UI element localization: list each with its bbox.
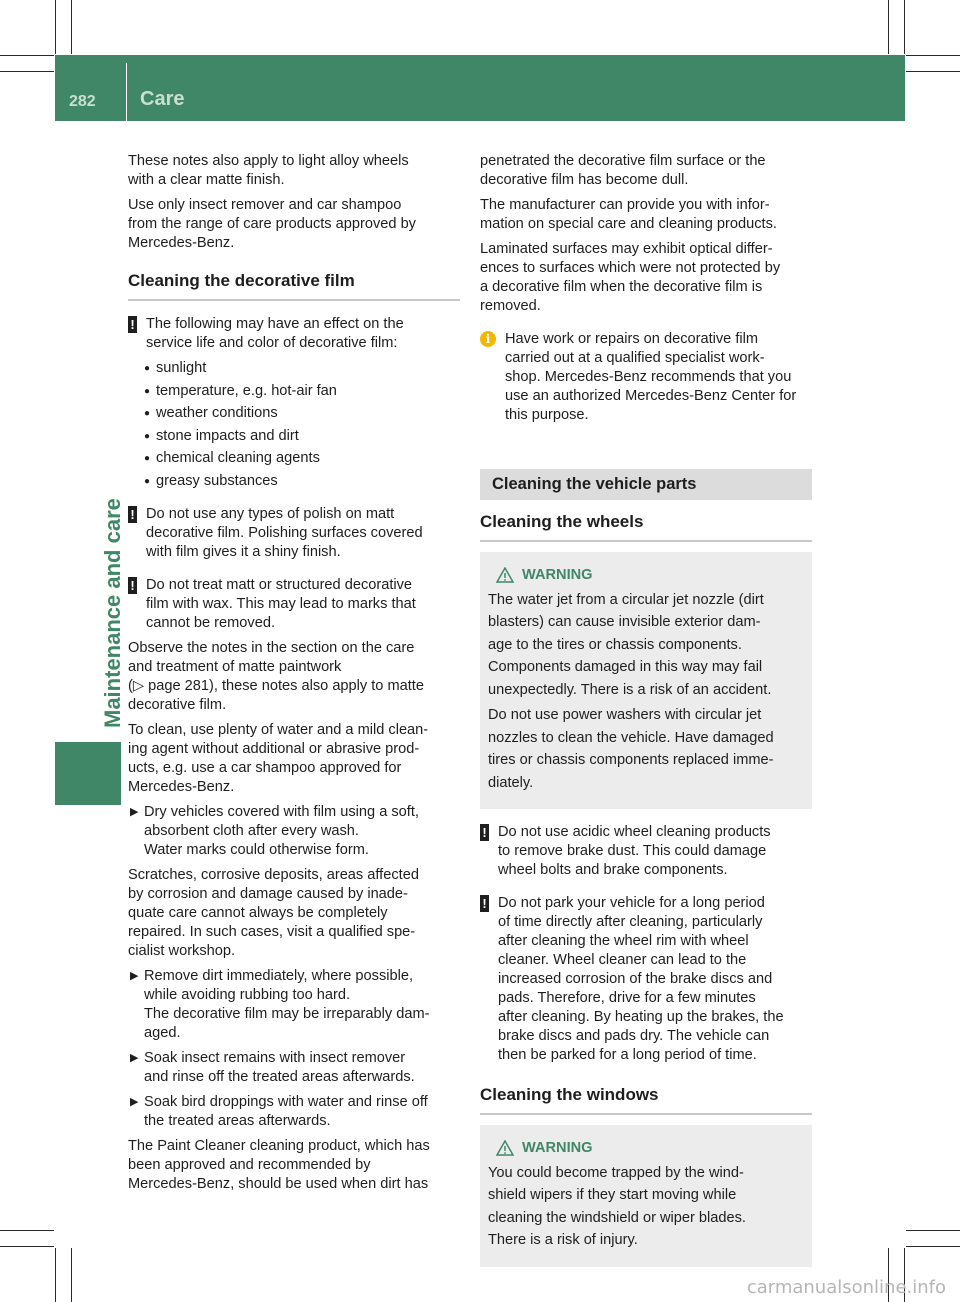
exclamation-icon: ! [480,824,489,841]
note-text: The following may have an effect on the service life and color of decorative film: [146,316,404,351]
warning-triangle-icon [496,567,514,583]
step-text: Soak insect remains with insect remover and rinse off the treated areas afterwards. [144,1049,415,1085]
step-text: Dry vehicles covered with film using a soft, absorbent cloth after every wash. Water marks could otherwise form. [144,803,419,858]
crop-mark [906,55,960,56]
instruction-step [130,1093,460,1131]
warning-header [488,1137,802,1160]
caution-note [480,894,812,1065]
section-heading: Cleaning the windows [480,1085,812,1115]
step-text: Remove dirt immediately, where possible, while avoiding rubbing too hard. The decorative film may be irreparably dam- aged. [144,967,430,1041]
step-arrow-icon: ▶ [130,1051,139,1064]
warning-triangle-icon [496,1140,514,1156]
list-item-text: sunlight [156,360,207,376]
paragraph: Observe the notes in the section on the care and treatment of matte paintwork (▷ page 281), these notes also apply to matte decorative film. [128,639,424,713]
crop-mark [906,1246,960,1247]
section-band-title: Cleaning the vehicle parts [480,469,812,500]
warning-box [480,552,812,809]
crop-mark [55,0,56,54]
header-divider [126,63,127,121]
step-arrow-icon: ▶ [130,969,139,982]
step-text: Soak bird droppings with water and rinse off the treated areas afterwards. [144,1093,428,1129]
caution-note [128,505,460,562]
crop-mark [0,55,54,56]
crop-mark [906,71,960,72]
bullet-list [128,359,460,491]
bullet-icon: ● [144,363,151,374]
crop-mark [0,71,54,72]
side-tab-label: Maintenance and care [100,498,125,728]
crop-mark [0,1246,54,1247]
warning-box [480,1125,812,1267]
note-text: Do not park your vehicle for a long period of time directly after cleaning, particularly after cleaning the wheel rim with wheel cleaner. Wheel cleaner can lead to the increased corrosion of the brake discs and pads. Therefore, drive for a few minutes after cleaning. By heating up the brakes, the brake discs and pads dry. The vehicle can then be parked for a long period of time. [498,895,784,1063]
info-icon: i [480,331,496,347]
crop-mark [71,0,72,54]
list-item-text: greasy substances [156,472,278,489]
note-text: Do not use acidic wheel cleaning products to remove brake dust. This could damage wheel bolts and brake components. [498,824,771,878]
warning-text: Do not use power washers with circular jet nozzles to clean the vehicle. Have damaged tires or chassis components replaced imme- diately. [488,707,774,791]
list-item-text: temperature, e.g. hot-air fan [156,382,337,399]
warning-label: WARNING [522,567,593,583]
list-item-text: weather conditions [156,405,278,421]
crop-mark [0,1230,54,1231]
note-text: Do not treat matt or structured decorative film with wax. This may lead to marks that cannot be removed. [146,576,416,631]
page-title: Care [140,88,185,110]
exclamation-icon: ! [128,506,137,523]
instruction-step [130,803,460,860]
caution-note [128,315,460,353]
note-text: Do not use any types of polish on matt decorative film. Polishing surfaces covered with film gives it a shiny finish. [146,505,423,560]
paragraph: To clean, use plenty of water and a mild clean- ing agent without additional or abrasive prod- ucts, e.g. use a car shampoo approved for Mercedes-Benz. [128,721,429,795]
bullet-icon: ● [144,430,151,442]
bullet-icon: ● [144,408,151,419]
step-arrow-icon: ▶ [130,805,139,818]
section-heading: Cleaning the wheels [480,512,812,542]
exclamation-icon: ! [480,895,489,912]
section-heading: Cleaning the decorative film [128,271,460,301]
note-text: Have work or repairs on decorative film carried out at a qualified specialist work- shop. Mercedes-Benz recommends that you use an authorized Mercedes-Benz Center for this purpose. [505,331,797,423]
paragraph: Scratches, corrosive deposits, areas affected by corrosion and damage caused by inade- quate care cannot always be completely repaired. In such cases, visit a qualified spe- cialist workshop. [128,866,419,959]
crop-mark [906,1230,960,1231]
instruction-step [130,967,460,1043]
list-item [144,382,460,401]
list-item-text: chemical cleaning agents [156,450,320,466]
paragraph: The manufacturer can provide you with infor- mation on special care and cleaning products. [480,197,777,232]
list-item-text: stone impacts and dirt [156,427,299,444]
list-item [144,359,460,378]
paragraph: Use only insect remover and car shampoo from the range of care products approved by Mercedes-Benz. [128,197,416,251]
crop-mark [888,0,889,54]
list-item [144,404,460,423]
paragraph: penetrated the decorative film surface or the decorative film has become dull. [480,153,766,188]
warning-header [488,564,802,587]
warning-text: You could become trapped by the wind- shield wipers if they start moving while cleaning the windshield or wiper blades. There is a risk of injury. [488,1164,746,1248]
paragraph: The Paint Cleaner cleaning product, which has been approved and recommended by Mercedes-Benz, should be used when dirt has [128,1137,430,1192]
page-header [55,55,905,121]
page-number: 282 [69,93,96,110]
list-item [144,472,460,491]
caution-note [128,576,460,633]
list-item [144,427,460,446]
instruction-step [130,1049,460,1087]
left-column [128,152,460,1200]
crop-mark [55,1248,56,1302]
bullet-icon: ● [144,385,151,397]
paragraph: Laminated surfaces may exhibit optical differ- ences to surfaces which were not protected by a decorative film when the decorative film is removed. [480,241,781,314]
side-tab-marker [55,742,121,805]
paragraph: These notes also apply to light alloy wheels with a clear matte finish. [128,153,409,188]
caution-note [480,823,812,880]
exclamation-icon: ! [128,577,137,594]
bullet-icon: ● [144,453,151,464]
bullet-icon: ● [144,475,151,487]
step-arrow-icon: ▶ [130,1095,139,1108]
info-note [480,330,812,425]
right-column [480,152,812,1281]
warning-text: The water jet from a circular jet nozzle (dirt blasters) can cause invisible exterior dam- age to the tires or chassis components. Components damaged in this way may fail unexpectedly. There is a risk of an accident. [488,591,772,698]
crop-mark [904,0,905,54]
exclamation-icon: ! [128,316,137,333]
crop-mark [71,1248,72,1302]
watermark: carmanualsonline.info [746,1277,946,1298]
warning-label: WARNING [522,1140,593,1156]
list-item [144,449,460,468]
